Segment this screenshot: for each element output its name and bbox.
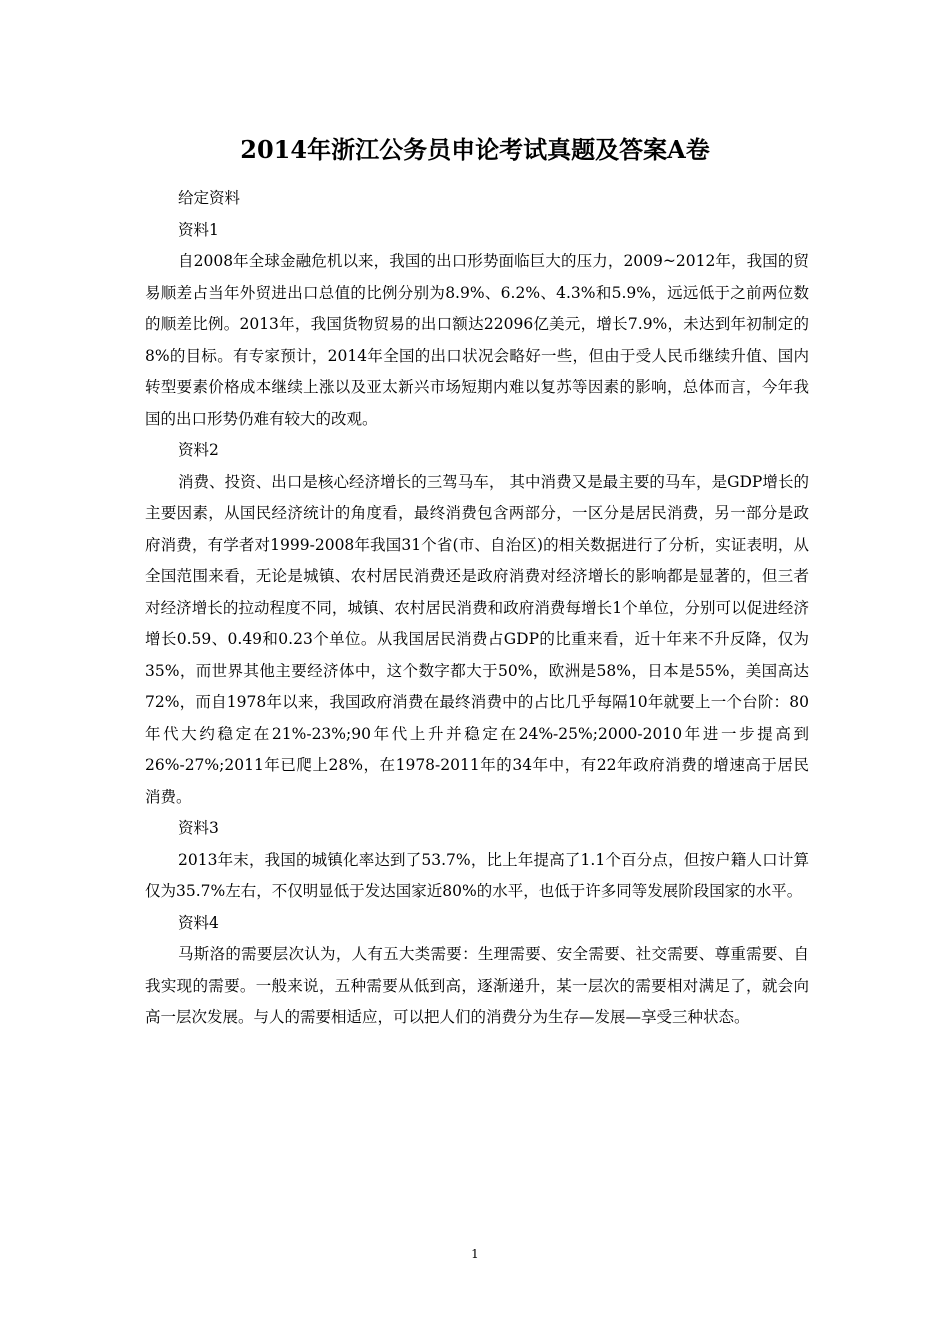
material-label-1: 资料1 — [178, 220, 219, 239]
material-label-3: 资料3 — [178, 819, 219, 837]
page-number: 1 — [471, 1247, 479, 1261]
document-title: 2014年浙江公务员申论考试真题及答案A卷 — [240, 135, 710, 164]
material-paragraph-3: 2013年末，我国的城镇化率达到了53.7%，比上年提高了1.1个百分点，但按户籍人口计算仅为35.7%左右，不仅明显低于发达国家近80%的水平，也低于许多同等发展阶段国家的水平。 — [145, 850, 809, 900]
material-label-2: 资料2 — [178, 441, 219, 459]
material-paragraph-2: 消费、投资、出口是核心经济增长的三驾马车， 其中消费又是最主要的马车，是GDP增长的主要因素，从国民经济统计的角度看，最终消费包含两部分，一区分是居民消费，另一部分是政府消费，有学者对1999-2008年我国31个省(市、自治区)的相关数据进行了分析，实证表明，从全国范围来看，无论是城镇、农村居民消费还是政府消费对经济增长的影响都是显著的，但三者对经济增长的拉动程度不同，城镇、农村居民消费和政府消费每增长1个单位，分别可以促进经济增长0.59、0.49和0.23个单位。从我国居民消费占GDP的比重来看，近十年来不升反降，仅为35%，而世界其他主要经济体中，这个数字都大于50%，欧洲是58%，日本是55%，美国高达72%，而自1978年以来，我国政府消费在最终消费中的占比几乎每隔10年就要上一个台阶：80年代大约稳定在21%-23%;90年代上升并稳定在24%-25%;2000-2010年进一步提高到26%-27%;2011年已爬上28%，在1978-2011年的34年中，有22年政府消费的增速高于居民消费。 — [145, 472, 809, 806]
material-paragraph-4: 马斯洛的需要层次认为，人有五大类需要：生理需要、安全需要、社交需要、尊重需要、自我实现的需要。一般来说，五种需要从低到高，逐渐递升，某一层次的需要相对满足了，就会向高一层次发展。与人的需要相适应，可以把人们的消费分为生存—发展—享受三种状态。 — [145, 945, 809, 1026]
material-label-4: 资料4 — [178, 913, 219, 932]
document-body — [145, 183, 809, 1034]
material-paragraph-1: 自2008年全球金融危机以来，我国的出口形势面临巨大的压力，2009~2012年，我国的贸易顺差占当年外贸进出口总值的比例分别为8.9%、6.2%、4.3%和5.9%，远远低于之前两位数的顺差比例。2013年，我国货物贸易的出口额达22096亿美元，增长7.9%，未达到年初制定的8%的目标。有专家预计，2014年全国的出口状况会略好一些，但由于受人民币继续升值、国内转型要素价格成本继续上涨以及亚太新兴市场短期内难以复苏等因素的影响，总体而言，今年我国的出口形势仍难有较大的改观。 — [145, 252, 809, 428]
section-heading: 给定资料 — [178, 189, 241, 207]
